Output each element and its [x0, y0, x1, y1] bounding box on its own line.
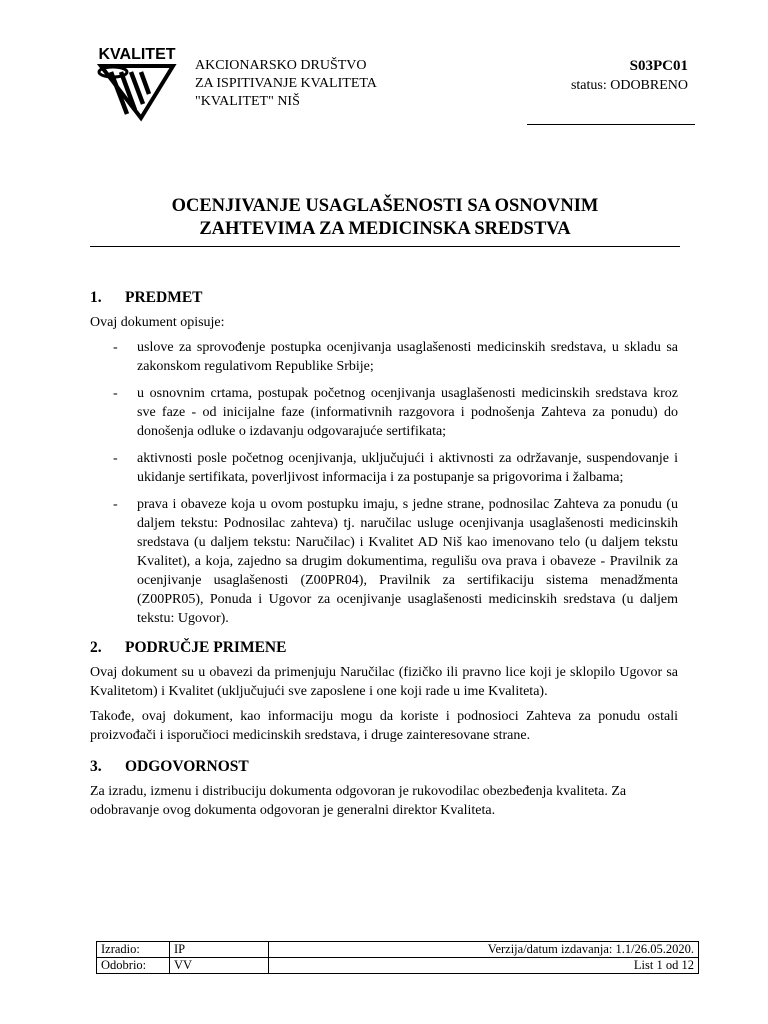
list-item: - aktivnosti posle početnog ocenjivanja, uključujući i aktivnosti za održavanje, suspendovanje i ukidanje sertifikata, poverljivost informacija i za postupanje sa prigovorima i žalbama; — [113, 451, 678, 485]
document-code: S03PC01 — [629, 58, 688, 74]
footer-table — [96, 941, 699, 974]
org-line-3: "KVALITET" NIŠ — [195, 94, 300, 109]
section-number: 3. — [90, 758, 102, 775]
document-status: status: ODOBRENO — [570, 78, 688, 93]
section-heading-odgovornost — [90, 757, 678, 776]
kvalitet-logo-icon — [97, 44, 177, 122]
signature-line — [527, 124, 695, 125]
document-code-block — [571, 57, 688, 95]
paragraph: Takođe, ovaj dokument, kao informaciju mogu da koriste i podnosioci Zahteva za ponudu ostali proizvođači i isporučioci medicinskih sredstava, i druge zainteresovane strane. — [90, 709, 678, 743]
section-number: 1. — [90, 289, 102, 306]
section-intro: Ovaj dokument opisuje: — [90, 315, 225, 330]
company-logo — [97, 44, 177, 122]
scope-list — [90, 338, 678, 628]
title-line-1: OCENJIVANJE USAGLAŠENOSTI SA OSNOVNIM — [171, 196, 599, 216]
version-info: Verzija/datum izdavanja: 1.1/26.05.2020. — [269, 942, 699, 958]
org-line-1: AKCIONARSKO DRUŠTVO — [195, 58, 367, 73]
org-line-2: ZA ISPITIVANJE KVALITETA — [195, 76, 377, 91]
section-heading-predmet — [90, 288, 678, 307]
section-heading-podrucje-primene — [90, 638, 678, 657]
document-title — [90, 195, 680, 241]
section-number: 2. — [90, 639, 102, 656]
list-item: - u osnovnim crtama, postupak početnog ocenjivanja usaglašenosti medicinskih sredstava kroz sve faze - od inicijalne faze (informativnih razgovora i podnošenja Zahteva za ponudu) do donošenja odluke o izdavanju odgovarajuće sertifikata; — [113, 386, 678, 439]
section-title: PODRUČJE PRIMENE — [125, 639, 287, 656]
list-item: - uslove za sprovođenje postupka ocenjivanja usaglašenosti medicinskih sredstava, u skladu sa zakonskom regulativom Republike Srbije; — [113, 340, 678, 374]
izradio-value: IP — [170, 942, 269, 958]
paragraph: Za izradu, izmenu i distribuciju dokumenta odgovoran je rukovodilac obezbeđenja kvaliteta. Za odobravanje ovog dokumenta odgovoran je generalni direktor Kvaliteta. — [90, 784, 627, 818]
odobrio-label: Odobrio: — [97, 958, 170, 974]
section-title: ODGOVORNOST — [125, 758, 249, 775]
section-title: PREDMET — [125, 289, 203, 306]
paragraph: Ovaj dokument su u obavezi da primenjuju Naručilac (fizičko ili pravno lice koji je sklopilo Ugovor sa Kvalitetom) i Kvalitet (uključujući sve zaposlene i one koji rade u ime Kvaliteta). — [90, 665, 678, 699]
page-number: List 1 od 12 — [269, 958, 699, 974]
odobrio-value: VV — [170, 958, 269, 974]
table-row — [97, 958, 699, 974]
table-row — [97, 942, 699, 958]
logo-text: KVALITET — [98, 46, 176, 63]
izradio-label: Izradio: — [97, 942, 170, 958]
title-line-2: ZAHTEVIMA ZA MEDICINSKA SREDSTVA — [199, 219, 571, 239]
title-divider — [90, 246, 680, 247]
list-item: - prava i obaveze koja u ovom postupku imaju, s jedne strane, podnosilac Zahteva za ponudu (u daljem tekstu: Podnosilac zahteva) tj. naručilac usluge ocenjivanja usaglašenosti medicinskih sredstava (u daljem tekstu: Naručilac) i Kvalitet AD Niš kao imenovano telo (u daljem tekstu Kvalitet), a koja, zajedno sa drugim dokumentima, regulišu ova prava i obaveze - Pravilnik za ocenjivanje usaglašenosti (Z00PR04), Pravilnik za sertifikaciju sistema menadžmenta (Z00PR05), Ponuda i Ugovor za ocenjivanje usaglašenosti medicinskih sredstava (u daljem tekstu: Ugovor). — [113, 497, 678, 626]
document-body — [90, 288, 678, 826]
organization-name — [195, 57, 377, 111]
